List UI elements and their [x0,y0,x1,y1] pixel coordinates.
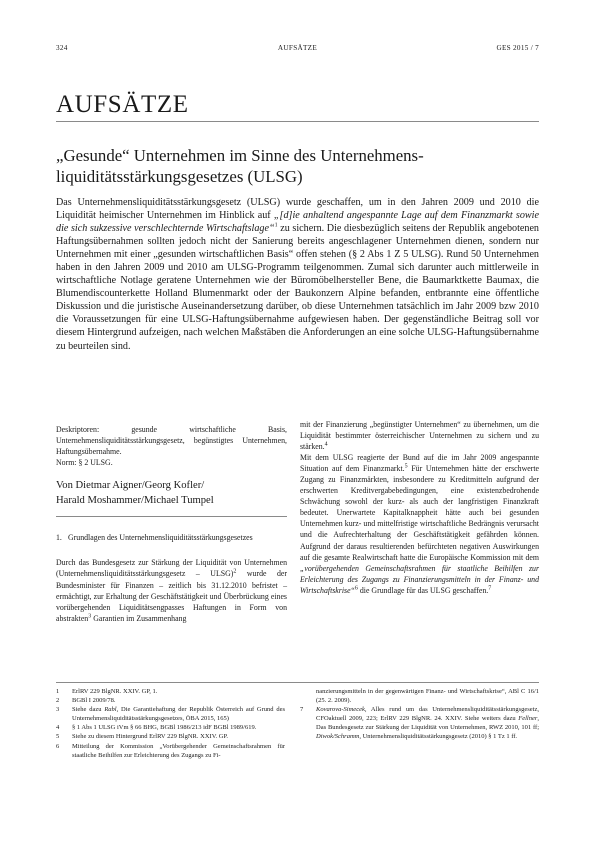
footnote-number: 1 [56,688,60,695]
footnote-text: ErlRV 229 BlgNR. XXIV. GP, 1. [72,688,158,695]
lead-quote: „[d]ie anhaltend angespannte Lage auf dem Finanzmarkt sowie die sich sukzessive verschlechternde Wirtschaftslage“ [56,210,539,235]
footnotes-left [56,687,285,760]
right-column [300,419,539,596]
footnote-text: Siehe dazu [72,706,105,714]
footnote-item [56,723,285,732]
footnote-number: 2 [56,697,60,705]
article-lead [56,196,539,353]
footnote-author: Fellner [518,715,538,723]
footnote-author: Diwok/Schramm [316,733,360,741]
footnote-text: , Die Garantiehaftung der Republik Österreich auf Grund des Unternehmensliquiditätsstärkungsgesetzes, ÖBA 2015, 165) [72,706,285,723]
footnote-ref-6[interactable]: 6 [354,585,358,592]
footnote-text: , Unternehmensliquiditätsstärkungsgesetz (2010) § 1 Tz 1 ff. [359,733,518,741]
lead-text-2: zu sichern. Die diesbezüglich seitens der Republik angebotenen Haftungsübernahmen sollten jedoch nicht der Sanierung bereits angeschlagener Unternehmen dienen, sondern nur Unternehmen mit einer „gesunden wirtschaftlichen Basis“ offen stehen (§ 2 Abs 1 Z 5 ULSG). Rund 50 Unternehmen haben in den Jahren 2009 und 2010 am ULSG-Programm teilgenommen. Zumal sich darunter auch mittlerweile in wirtschaftliche Notlage geratene Unternehmen wie der Büromöbelhersteller Bene, die Baumarktkette Baumax, die Blumendiscounterkette Holland Blumenmarkt oder der Baukonzern Alpine befanden, entbrannte eine öffentliche Diskussion und die juristische Auseinandersetzung darüber, ob diese Unternehmen tatsächlich im Jahr 2009 bzw 2010 die Voraussetzungen für eine ULSG-Haftungsübernahme aufgewiesen haben. Der gegenständliche Beitrag soll vor diesem Hintergrund aufzeigen, nach welchen Maßstäben die Anforderungen an eine solche ULSG-Haftungsübernahme zu beurteilen sind. [56,223,539,352]
article-title-line-1: „Gesunde“ Unternehmen im Sinne des Unternehmens- [56,146,424,165]
footnote-number: 5 [56,733,60,741]
footnote-continuation: nanzierungsmitteln in der gegenwärtigen Finanz- und Wirtschaftskrise“, ABl C 16/1 (25. 2. 2009). [316,688,539,705]
footnote-ref-4[interactable]: 4 [324,441,328,448]
footnote-ref-2[interactable]: 2 [233,568,237,575]
footnote-text: , Alles rund um das Unternehmensliquiditätsstärkungsgesetz, CFOaktuell 2009, 223; ErlRV 229 BlgNR. 24. XXIV. Siehe weiters dazu [316,706,539,723]
footnote-number: 4 [56,724,60,732]
left-column [56,424,287,624]
footnote-item [56,742,285,760]
body-paragraph [56,557,287,623]
lead-text-1: Das Unternehmensliquiditätsstärkungsgesetz (ULSG) wurde geschaffen, um in den Jahren 2009 und 2010 die Liquidität heimischer Unternehmen im Hinblick auf [56,197,539,222]
authors [56,479,287,508]
footnote-item [56,705,285,723]
footnote-number: 7 [300,706,304,714]
footnote-ref-1[interactable]: 1 [274,222,278,229]
footnote-item [56,696,285,705]
footnote-author: Kovarova-Simecek [316,706,365,714]
footnote-number: 6 [56,742,60,750]
footnote-item [56,687,285,696]
footnote-rule [56,682,539,683]
section-rule [56,121,539,122]
right-paragraph-1 [300,419,539,452]
body-text: wurde der Bundesminister für Finanzen – zeitlich bis 31.12.2010 befristet – ermächtigt, zur Erhaltung der Geschäftstätigkeit und Überbrückung eines vorübergehenden Liquiditätsengpasses Haftungen in Form von abstrakten [56,569,287,623]
authors-line-1: Von Dietmar Aigner/Georg Kofler/ [56,480,205,492]
authors-rule [56,516,287,517]
section-heading-text: Grundlagen des Unternehmensliquiditätsstärkungsgesetzes [68,533,253,543]
right-paragraph-2 [300,452,539,596]
section-title: AUFSÄTZE [56,91,189,118]
footnotes-right [300,687,539,742]
footnote-text: Siehe zu diesem Hintergrund ErlRV 229 BlgNR. XXIV. GP. [72,733,229,741]
body-text: mit der Finanzierung „begünstigter Unternehmen“ zu übernehmen, um die Liquidität bestimmter österreichischer Unternehmen zu sichern und zu stärken. [300,420,539,452]
footnote-author: Rabl [104,706,117,714]
descriptors: Deskriptoren: gesunde wirtschaftliche Basis, Unternehmensliquiditätsstärkungsgesetz, begünstigtes Unternehmen, Haftungsübernahme. [56,425,287,457]
running-header [56,44,539,56]
body-text-italic: „vorübergehenden Gemeinschaftsrahmen für staatliche Beihilfen zur Erleichterung des Zugangs zu Finanzierungsmitteln in der Finanz- und Wirtschaftskrise“ [300,563,539,595]
issue-label: GES 2015 / 7 [496,44,539,52]
running-section-title: AUFSÄTZE [277,44,318,52]
footnote-text: § 1 Abs 1 ULSG iVm § 66 BHG, BGBl 1986/213 idF BGBl 1989/619. [72,724,257,732]
section-heading [56,532,287,543]
footnote-text: , Das Bundesgesetz zur Stärkung der Liquidität von Unternehmen, RWZ 2010, 101 ff; [316,715,539,732]
page-number: 324 [56,44,68,52]
section-heading-number: 1. [56,533,62,543]
body-text: die Grundlage für das ULSG geschaffen. [357,585,489,595]
article-title-line-2: liquiditätsstärkungsgesetzes (ULSG) [56,166,303,186]
authors-line-2: Harald Moshammer/Michael Tumpel [56,494,214,506]
norm: Norm: § 2 ULSG. [56,458,113,468]
footnote-ref-5[interactable]: 5 [404,463,408,470]
footnote-ref-7[interactable]: 7 [488,585,492,592]
body-text: Garantien im Zusammenhang [91,613,187,623]
footnote-text: Mitteilung der Kommission „Vorübergehender Gemeinschaftsrahmen für staatliche Beihilfen zur Erleichterung des Zugangs zu Fi- [72,742,285,759]
article-title [56,146,526,187]
footnote-number: 3 [56,706,60,714]
footnote-item [56,732,285,741]
footnote-item [300,705,539,741]
footnote-ref-3[interactable]: 3 [88,613,92,620]
body-text: Durch das Bundesgesetz zur Stärkung der Liquidität von Unternehmen (Unternehmensliquiditätsstärkungsgesetz – ULSG) [56,558,287,579]
body-text: Für Unternehmen hätte der erschwerte Zugang zu Finanzmärkten, insbesondere zu Kreditmitteln aufgrund der erschwerten Kreditvergabebedingungen, eine existenzbedrohende Schwächung sowohl der kurz- als auch der langfristigen Finanzkraft bedeutet. Unerwartete Kapitalknappheit hätte auch bei gesunden Unternehmen kurz- und mittelfristige wirtschaftliche Bedrängnis verursacht und die Aufrechterhaltung der Geschäftstätigkeit gefährden können. Aufgrund der daraus resultierenden befürchteten negativen Auswirkungen auf die gesamte Realwirtschaft hatte die Europäische Kommission mit dem [300,464,539,562]
body-text: Mit dem ULSG reagierte der Bund auf die im Jahr 2009 angespannte Situation auf dem Finanzmarkt. [300,453,539,474]
footnote-text: BGBl I 2009/78. [72,697,116,705]
